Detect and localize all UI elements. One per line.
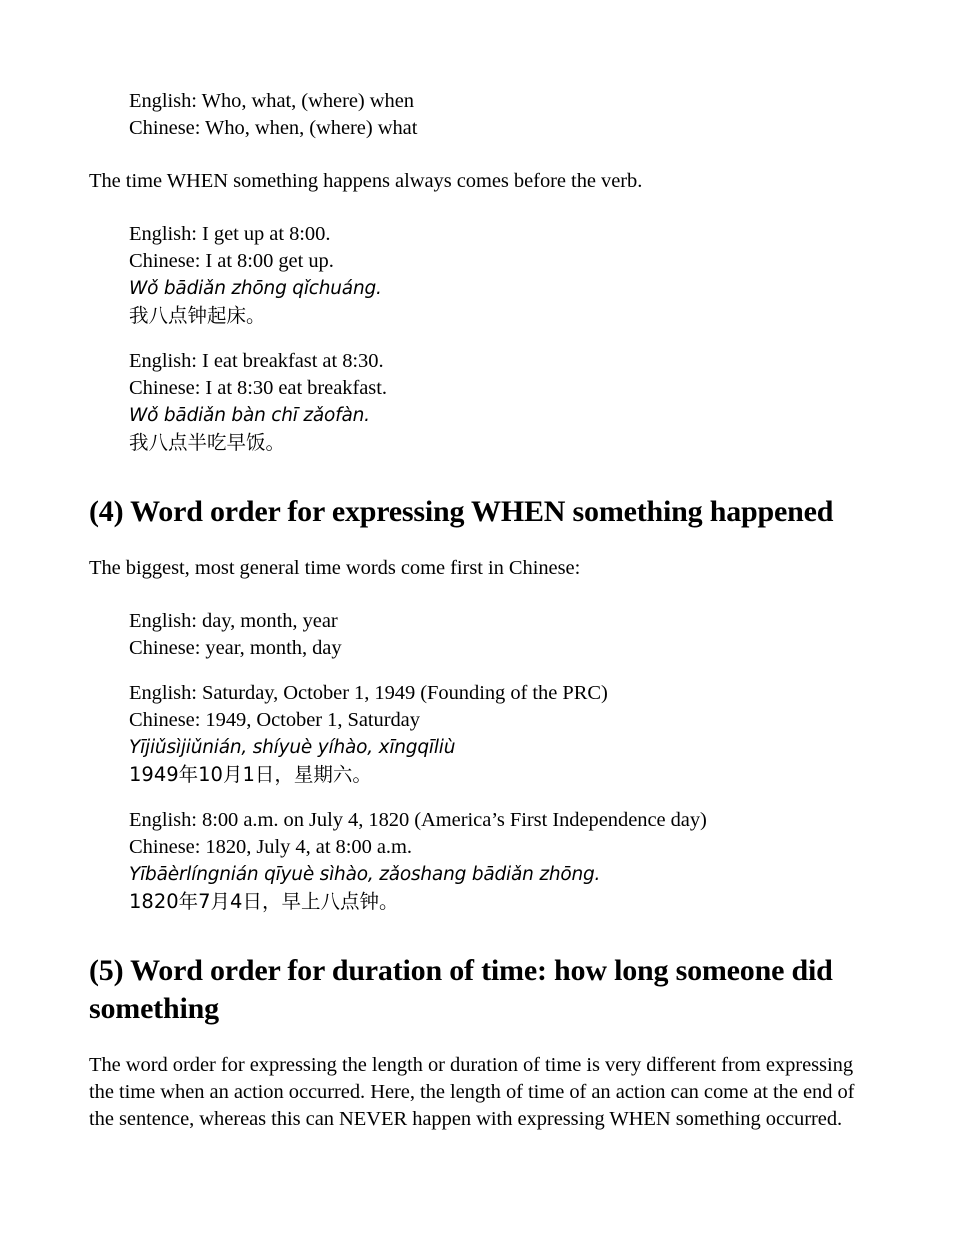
spacer xyxy=(89,789,868,807)
spacer xyxy=(89,662,868,680)
spacer xyxy=(89,142,868,168)
spacer xyxy=(89,582,868,608)
section-heading-5: (5) Word order for duration of time: how long someone did something xyxy=(89,954,833,1025)
example-block xyxy=(89,348,868,457)
example-line-pinyin: Wǒ bādiǎn bàn chī zǎofàn. xyxy=(129,405,370,426)
body-paragraph: The word order for expressing the length or duration of time is very different from expressing the time when an action occurred. Here, the length of time of an action can come at the end of the sentence, whereas this can NEVER happen with expressing WHEN something occurred. xyxy=(89,1054,855,1130)
example-line-hanzi: 我八点钟起床。 xyxy=(129,304,266,327)
example-line-english: English: Saturday, October 1, 1949 (Founding of the PRC) xyxy=(129,682,608,704)
spacer xyxy=(89,330,868,348)
example-block xyxy=(89,680,868,789)
spacer xyxy=(89,195,868,221)
example-block xyxy=(89,807,868,916)
example-line-english: English: day, month, year xyxy=(129,610,338,632)
example-block xyxy=(89,88,868,142)
spacer xyxy=(89,457,868,493)
spacer xyxy=(89,1028,868,1052)
example-line-chinese: Chinese: 1820, July 4, at 8:00 a.m. xyxy=(129,836,412,858)
example-line-pinyin: Yībāèrlíngnián qīyuè sìhào, zǎoshang bādiǎn zhōng. xyxy=(129,864,601,885)
example-line-english: English: 8:00 a.m. on July 4, 1820 (America’s First Independence day) xyxy=(129,809,707,831)
example-line-english: English: I eat breakfast at 8:30. xyxy=(129,350,384,372)
example-line-hanzi: 1820年7月4日，早上八点钟。 xyxy=(129,890,399,913)
example-block xyxy=(89,221,868,330)
example-line-english: English: I get up at 8:00. xyxy=(129,223,331,245)
example-line-hanzi: 1949年10月1日，星期六。 xyxy=(129,763,372,786)
example-line-chinese: Chinese: I at 8:00 get up. xyxy=(129,250,334,272)
section-heading-4: (4) Word order for expressing WHEN something happened xyxy=(89,495,834,528)
example-line-pinyin: Yījiǔsìjiǔnián, shíyuè yíhào, xīngqīliù xyxy=(129,737,456,758)
example-line-chinese: Chinese: year, month, day xyxy=(129,637,342,659)
example-line-chinese: Chinese: Who, when, (where) what xyxy=(129,117,418,139)
example-line-chinese: Chinese: I at 8:30 eat breakfast. xyxy=(129,377,387,399)
example-line-hanzi: 我八点半吃早饭。 xyxy=(129,431,286,454)
body-paragraph: The biggest, most general time words come first in Chinese: xyxy=(89,557,581,579)
example-line-chinese: Chinese: 1949, October 1, Saturday xyxy=(129,709,420,731)
spacer xyxy=(89,531,868,555)
example-line-pinyin: Wǒ bādiǎn zhōng qǐchuáng. xyxy=(129,278,382,299)
body-paragraph: The time WHEN something happens always comes before the verb. xyxy=(89,170,643,192)
example-block xyxy=(89,608,868,662)
spacer xyxy=(89,916,868,952)
example-line-english: English: Who, what, (where) when xyxy=(129,90,414,112)
